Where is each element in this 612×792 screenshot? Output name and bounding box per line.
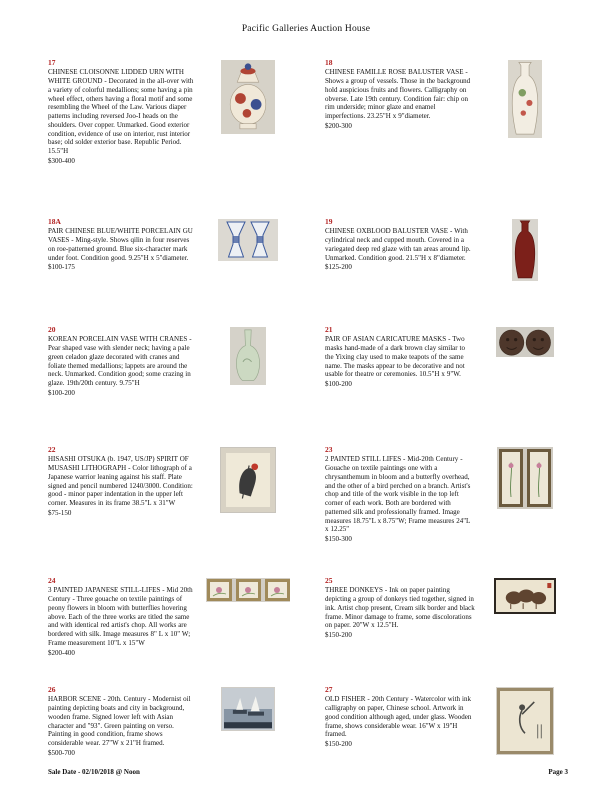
korean-celadon-vase-photo [205,325,291,385]
lot-entry [48,445,291,561]
lot-number: 26 [48,685,56,694]
lot-description: CHINESE FAMILLE ROSE BALUSTER VASE - Shows a group of vessels. Those in the background hold auspicious fruits and flowers. Calligraphy on obverse. Late 19th century. Condition fair: chip on rim underside; minor glaze and enamel imperfections. 23.25"H x 9"diameter. [325,68,471,121]
famille-rose-baluster-vase-photo [482,58,568,138]
lot-text-block [48,685,198,758]
lot-estimate: $200-300 [325,121,352,130]
lot-number: 18 [325,58,333,67]
sale-date-text: Sale Date - 02/10/2018 @ Noon [48,768,140,776]
lot-entry [325,576,568,670]
lot-number: 23 [325,445,333,454]
lot-number: 19 [325,217,333,226]
lot-entry [325,445,568,561]
lot-description: HARBOR SCENE - 20th. Century - Modernist oil painting depicting boats and city in background, wooden frame. Signed lower left with Asian character and "93". Green painting on verso. Painting in good condition, frame shows considerable wear. 27"W x 21"H framed. [48,695,191,748]
lot-entry [325,325,568,430]
lot-number: 22 [48,445,56,454]
lot-number: 17 [48,58,56,67]
lot-number: 18A [48,217,61,226]
lot-entry [325,58,568,202]
lot-description: THREE DONKEYS - Ink on paper painting depicting a group of donkeys tied together, signed in ink. Artist chop present, Cream silk border and black frame. Minor damage to frame, some discolorations on paper. 20"W x 12.5"H. [325,586,475,630]
lot-entry [48,58,291,202]
lot-entry [325,217,568,310]
caricature-masks-photo [482,325,568,357]
cloisonne-lidded-urn-photo [205,58,291,134]
lot-description: PAIR OF ASIAN CARICATURE MASKS - Two masks hand-made of a dark brown clay similar to the Yixing clay used to make teapots of the same name. The masks appear to be decorative and not usable for theatre or ceremonies. 10.5"H x 9"W. [325,335,466,379]
lot-estimate: $125-200 [325,263,352,272]
musashi-lithograph-photo [205,445,291,513]
lot-estimate: $75-150 [48,508,72,517]
lot-text-block [48,325,198,398]
lot-description: PAIR CHINESE BLUE/WHITE PORCELAIN GU VASES - Ming-style. Shows qilin in four reserves on roe-patterned ground. Blue six-character mark under foot. Condition good. 9.25"H x 5"diameter. [48,227,193,262]
lot-estimate: $150-200 [325,740,352,749]
page-title: Pacific Galleries Auction House [241,24,371,34]
lot-text-block [325,217,475,272]
lot-description: CHINESE OXBLOOD BALUSTER VASE - With cylindrical neck and cupped mouth. Covered in a variegated deep red glaze with tan areas around lip. Unmarked. Condition good. 21.5"H x 8"diameter. [325,227,471,262]
lot-description: KOREAN PORCELAIN VASE WITH CRANES - Pear shaped vase with slender neck; having a pale green celadon glaze decorated with cranes and foliate themed medallions; lappets are around the neck. Unmarked. Condition good; some crazing in glaze. 19th/20th century. 9.75"H [48,335,192,388]
japanese-still-lifes-triple-photo [205,576,291,602]
lot-text-block [48,217,198,272]
lot-description: 3 PAINTED JAPANESE STILL-LIFES - Mid 20th Century - Three gouache on textile paintings of peony flowers in bloom with butterflies hovering above. Each of the three works are titled the same and with identical red artist's chop. All works are bordered with silk. Image measures 8" L x 10" W; Frame measurement 10"L x 15"W [48,586,193,647]
lot-estimate: $500-700 [48,748,75,757]
lot-number: 24 [48,576,56,585]
lot-number: 21 [325,325,333,334]
lot-text-block [48,58,198,166]
lot-text-block [325,58,475,131]
lot-estimate: $100-175 [48,263,75,272]
blue-white-gu-vases-photo [205,217,291,261]
lot-entry [48,325,291,430]
lot-entry [48,217,291,310]
lot-text-block [325,445,475,544]
lot-text-block [48,445,198,518]
page-footer [48,768,568,776]
lot-text-block [325,576,475,640]
lot-text-block [325,325,475,389]
old-fisher-watercolor-photo [482,685,568,755]
painted-still-lifes-pair-photo [482,445,568,509]
lot-estimate: $200-400 [48,648,75,657]
oxblood-baluster-vase-photo [482,217,568,281]
three-donkeys-ink-painting-photo [482,576,568,614]
page-number: Page 3 [548,768,568,776]
lot-text-block [48,576,198,657]
lot-estimate: $150-200 [325,631,352,640]
lot-estimate: $100-200 [325,380,352,389]
lot-estimate: $300-400 [48,156,75,165]
lot-description: CHINESE CLOISONNE LIDDED URN WITH WHITE GROUND - Decorated in the all-over with a variety of colorful medallions; some having a pin wheel effect, others having a floral motif and some resembling the Wheel of the Law. Various diaper patterns including reversed Joo-I heads on the shoulders. Over copper. Unmarked. Good exterior condition, evidence of use on interior, rust interior base; old solder exterior base. Republic Period. 15.5"H [48,68,194,156]
lot-entry [48,685,291,758]
lot-description: 2 PAINTED STILL LIFES - Mid-20th Century - Gouache on textile paintings one with a chrysanthemum in bloom and a butterfly overhead, and the other of a bird perched on a branch. Artist's chop and title of the work visible in the top left corner of each work. Both are bordered with patterned silk and professionally framed. Image measures 18.75"L x 8.75"W; Frame measures 24"L x 12.25" [325,455,471,534]
lot-description: HISASHI OTSUKA (b. 1947, US/JP) SPIRIT OF MUSASHI LITHOGRAPH - Color lithograph of a Japanese warrior leaning against his staff. Plate signed and pencil numbered 1240/3000. Condition: good - minor paper indentation in the upper left corner. Measures in its frame 38.5"L x 31"W [48,455,193,508]
lot-entry [325,685,568,755]
lot-entry [48,576,291,670]
lot-estimate: $100-200 [48,388,75,397]
harbor-scene-painting-photo [205,685,291,731]
lot-estimate: $150-300 [325,535,352,544]
lot-description: OLD FISHER - 20th Century - Watercolor with ink calligraphy on paper, Chinese school. Artwork in good condition although aged, under glass. Wooden frame, shows considerable wear. 16"W x 19"H framed. [325,695,472,739]
lots-grid [48,58,568,758]
lot-number: 20 [48,325,56,334]
lot-text-block [325,685,475,749]
lot-number: 27 [325,685,333,694]
lot-number: 25 [325,576,333,585]
